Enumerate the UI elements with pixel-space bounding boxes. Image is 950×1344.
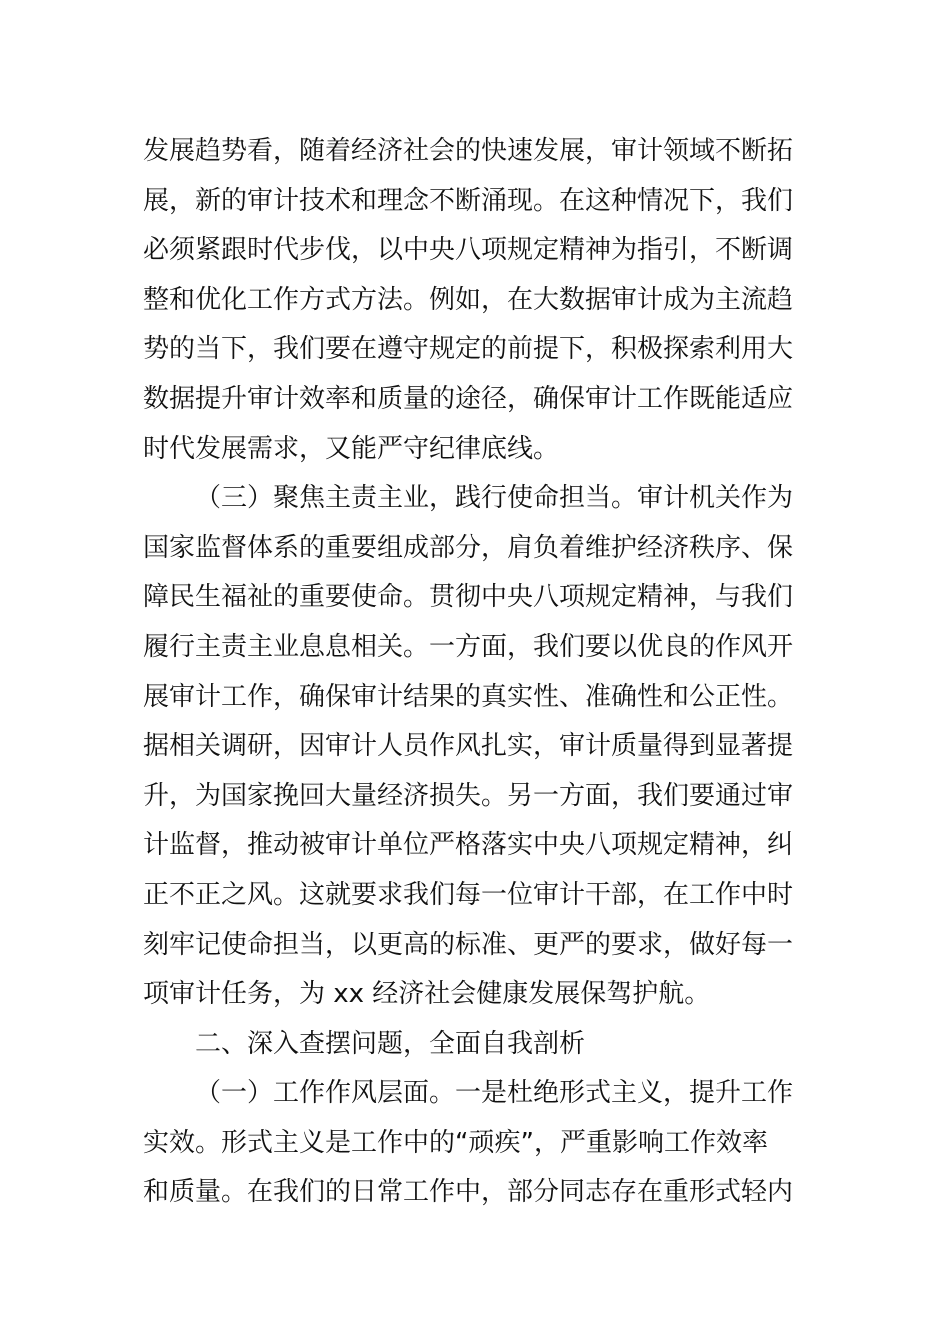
- text-line: 发展趋势看，随着经济社会的快速发展，审计领域不断拓: [143, 136, 794, 166]
- text-line: 履行主责主业息息相关。一方面，我们要以优良的作风开: [143, 631, 794, 662]
- text-line: 计监督，推动被审计单位严格落实中央八项规定精神，纠: [143, 830, 794, 861]
- text-line: 数据提升审计效率和质量的途径，确保审计工作既能适应: [143, 383, 794, 414]
- text-line: 实效。形式主义是工作中的“顽疾”，严重影响工作效率: [143, 1127, 768, 1158]
- text-line: （三）聚焦主责主业，践行使命担当。审计机关作为: [195, 483, 794, 514]
- text-line: 势的当下，我们要在遵守规定的前提下，积极探索利用大: [143, 334, 794, 365]
- text-line: 必须紧跟时代步伐，以中央八项规定精神为指引，不断调: [143, 235, 794, 266]
- text-line: 国家监督体系的重要组成部分，肩负着维护经济秩序、保: [143, 532, 794, 563]
- text-line: 刻牢记使命担当，以更高的标准、更严的要求，做好每一: [143, 929, 794, 960]
- text-line: 升，为国家挽回大量经济损失。另一方面，我们要通过审: [143, 780, 794, 811]
- text-line: 整和优化工作方式方法。例如，在大数据审计成为主流趋: [143, 284, 794, 315]
- text-line: 展，新的审计技术和理念不断涌现。在这种情况下，我们: [143, 185, 794, 216]
- text-line: 正不正之风。这就要求我们每一位审计干部，在工作中时: [143, 879, 794, 910]
- text-line: 障民生福祉的重要使命。贯彻中央八项规定精神，与我们: [143, 582, 794, 613]
- text-line: 据相关调研，因审计人员作风扎实，审计质量得到显著提: [143, 731, 794, 762]
- text-line: 二、深入查摆问题，全面自我剖析: [195, 1028, 586, 1059]
- text-line: 展审计工作，确保审计结果的真实性、准确性和公正性。: [143, 681, 794, 712]
- text-line: （一）工作作风层面。一是杜绝形式主义，提升工作: [195, 1078, 794, 1109]
- text-line: 和质量。在我们的日常工作中，部分同志存在重形式轻内: [143, 1177, 794, 1208]
- text-line: 项审计任务，为 xx 经济社会健康发展保驾护航。: [143, 979, 711, 1010]
- document-body: [143, 127, 807, 1218]
- text-line: 时代发展需求，又能严守纪律底线。: [143, 433, 560, 464]
